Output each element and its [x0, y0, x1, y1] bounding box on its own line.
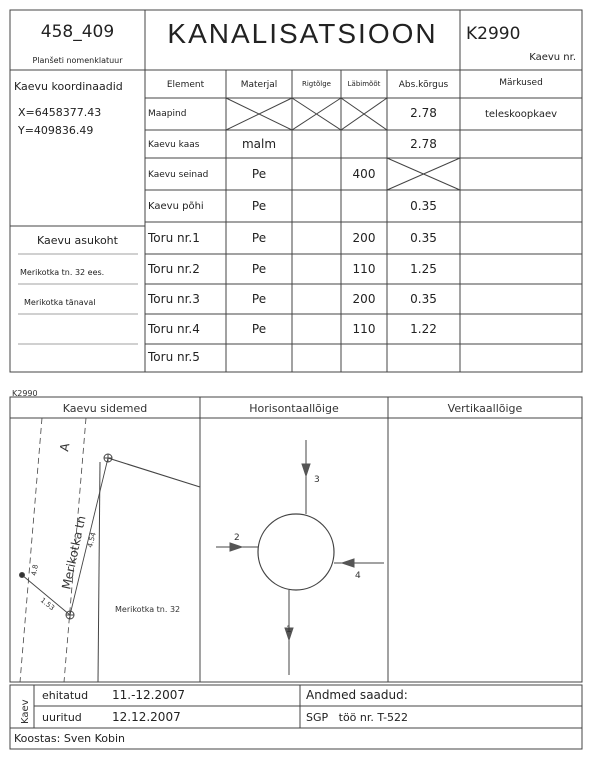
- table-cell-element: Toru nr.4: [148, 322, 200, 336]
- table-header-diameter: Läbimõõt: [347, 80, 381, 88]
- well-label: Kaevu nr.: [529, 52, 576, 63]
- table-cell-element: Kaevu põhi: [148, 201, 204, 212]
- pipe-label-3: 3: [314, 475, 320, 485]
- col-heading-ties: Kaevu sidemed: [62, 402, 148, 415]
- table-cell-diameter: 400: [352, 167, 376, 181]
- col-heading-horizontal: Horisontaallõige: [249, 402, 339, 415]
- table-cell-material: Pe: [251, 199, 267, 213]
- table-cell-element: Kaevu seinad: [148, 170, 209, 180]
- tie-dim-3: 4.8: [30, 563, 40, 577]
- location-label: Kaevu asukoht: [37, 234, 118, 247]
- table-cell-diameter: 110: [352, 262, 376, 276]
- table-cell-material: Pe: [251, 322, 267, 336]
- location-line-2: Merikotka tänaval: [24, 298, 96, 307]
- table-header-remarks: Märkused: [499, 78, 543, 88]
- table-header-direction: Rigtõlge: [302, 80, 331, 88]
- address-label: Merikotka tn. 32: [115, 605, 181, 614]
- sheet-number: 458_409: [40, 22, 115, 42]
- table-cell-element: Maapind: [148, 109, 187, 119]
- table-cell-material: Pe: [251, 292, 267, 306]
- table-header-material: Materjal: [240, 80, 278, 90]
- source-value: SGP töö nr. T-522: [306, 711, 409, 724]
- coordinates-label: Kaevu koordinaadid: [14, 80, 123, 93]
- col-heading-vertical: Vertikaallõige: [447, 402, 523, 415]
- pipe-label-1: 1: [286, 625, 292, 635]
- table-cell-abs: 1.25: [410, 262, 437, 276]
- pipe-label-4: 4: [355, 571, 361, 581]
- built-value: 11.-12.2007: [112, 688, 186, 702]
- table-cell-element: Toru nr.3: [148, 292, 200, 306]
- table-cell-element: Toru nr.5: [148, 350, 200, 364]
- measured-value: 12.12.2007: [112, 710, 181, 724]
- street-name: Merikotka tn: [59, 514, 89, 591]
- coordinate-x: X=6458377.43: [18, 106, 102, 119]
- drafter: Koostas: Sven Kobin: [14, 732, 125, 745]
- table-cell-material: Pe: [251, 167, 267, 181]
- source-label: Andmed saadud:: [306, 688, 408, 702]
- document-title: KANALISATSIOON: [167, 18, 438, 49]
- footer-side-label: Kaev: [20, 699, 31, 724]
- tie-dim-2: 4.54: [86, 531, 98, 549]
- table-cell-diameter: 110: [352, 322, 376, 336]
- table-cell-element: Toru nr.1: [148, 231, 200, 245]
- coordinate-y: Y=409836.49: [18, 124, 94, 137]
- lower-well-code: K2990: [12, 389, 38, 398]
- street-letter: A: [57, 441, 73, 453]
- pipe-label-2: 2: [234, 533, 240, 543]
- location-line-1: Merikotka tn. 32 ees.: [20, 268, 105, 277]
- table-cell-element: Toru nr.2: [148, 262, 200, 276]
- table-cell-abs: 0.35: [410, 231, 437, 245]
- sheet-label: Planšeti nomenklatuur: [32, 56, 123, 65]
- built-label: ehitatud: [42, 689, 89, 702]
- table-cell-element: Kaevu kaas: [148, 140, 200, 150]
- table-cell-abs: 0.35: [410, 199, 437, 213]
- table-cell-material: Pe: [251, 231, 267, 245]
- table-cell-abs: 1.22: [410, 322, 437, 336]
- table-cell-remarks: teleskoopkaev: [484, 109, 558, 120]
- measured-label: uuritud: [42, 711, 82, 724]
- tie-dim-1: 1.53: [38, 596, 56, 613]
- well-code: K2990: [466, 24, 521, 44]
- table-cell-material: Pe: [251, 262, 267, 276]
- table-cell-diameter: 200: [352, 231, 376, 245]
- table-header-abs-height: Abs.kõrgus: [398, 80, 449, 90]
- table-cell-abs: 2.78: [410, 137, 437, 151]
- table-cell-diameter: 200: [352, 292, 376, 306]
- table-cell-abs: 0.35: [410, 292, 437, 306]
- table-cell-material: malm: [241, 137, 277, 151]
- table-header-element: Element: [166, 80, 205, 90]
- table-cell-abs: 2.78: [410, 106, 437, 120]
